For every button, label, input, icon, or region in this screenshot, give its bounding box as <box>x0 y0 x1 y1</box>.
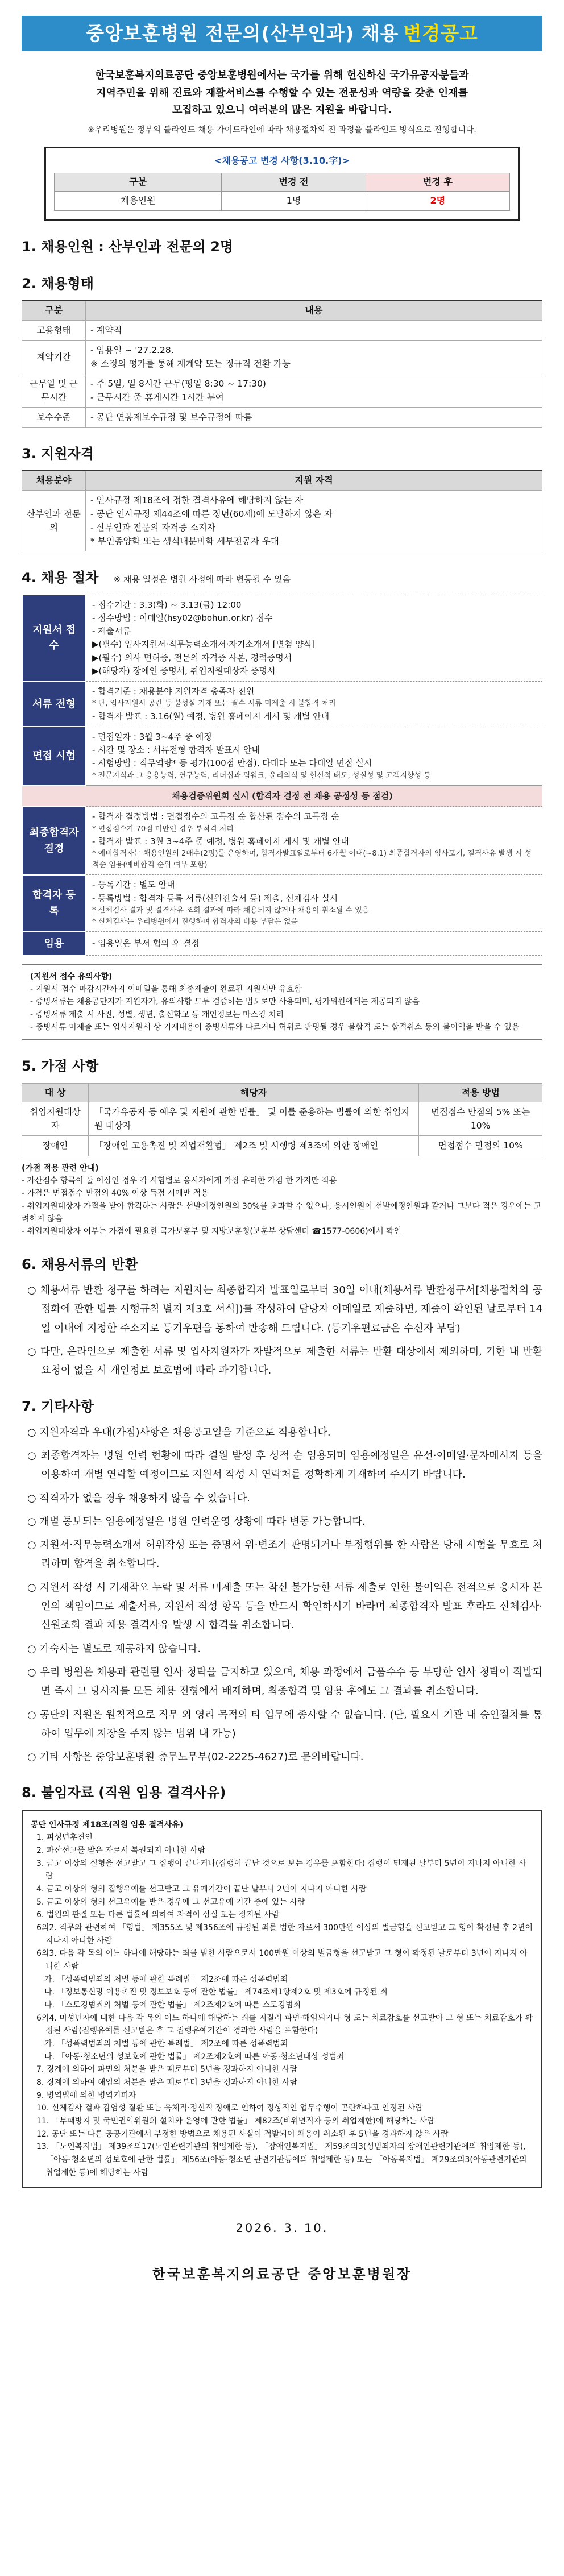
change-notice-title: <채용공고 변경 사항(3.10.字)> <box>214 155 350 167</box>
table-header: 구분 <box>22 301 86 320</box>
disqualification-item: 6. 법원의 판결 또는 다른 법률에 의하여 자격이 상실 또는 정지된 사람 <box>36 1910 280 1920</box>
disqualification-item: 9. 병역법에 의한 병역기피자 <box>36 2090 136 2100</box>
change-notice-box <box>44 147 520 220</box>
etc-paragraph: ○ 개별 통보되는 임용예정일은 병원 인력운영 상황에 따라 변동 가능합니다. <box>27 1515 366 1528</box>
section-5-title: 5. 가점 사항 <box>22 1058 99 1075</box>
step-line: * 예비합격자는 채용인원의 2배수(2명)를 운영하며, 합격자발표일로부터 6개월 이내(~8.1) 최종합격자의 임사포기, 결격사유 발생 시 성적순 임용(예비합격 순위 여부 포함) <box>92 849 532 870</box>
section-1-title: 1. 채용인원 : 산부인과 전문의 2명 <box>22 238 234 255</box>
etc-paragraph: ○ 최종합격자는 병원 인력 현황에 따라 결원 발생 후 성적 순 임용되며 임용예정일은 유선·이메일·문자메시지 등을 이용하여 개별 연락할 예정이므로 지원서 작성 시 연락처를 정확하게 기재하여 주시기 바랍니다. <box>27 1450 542 1481</box>
row-text: - 공단 연봉제보수규정 및 보수규정에 따름 <box>90 412 252 422</box>
disqualification-item: 12. 공단 또는 다른 공공기관에서 부정한 방법으로 채용된 사실이 적발되어 채용이 취소된 후 5년을 경과하지 않은 사람 <box>36 2129 449 2139</box>
change-table <box>54 173 510 211</box>
page-title: 중앙보훈병원 전문의(산부인과) 채용 <box>86 22 399 45</box>
table-header: 내용 <box>86 301 542 320</box>
table-cell: 「국가유공자 등 예우 및 지원에 관한 법률」 및 이를 준용하는 법률에 의한 취업지원 대상자 <box>88 1102 418 1136</box>
step-line: * 전문지식과 그 응용능력, 연구능력, 리더십과 팀워크, 윤리의식 및 헌신적 태도, 성실성 및 고객지향성 등 <box>92 771 431 780</box>
return-paragraph: ○ 채용서류 반환 청구를 하려는 지원자는 최종합격자 발표일로부터 30일 이내(채용서류 반환청구서[채용절차의 공정화에 관한 법률 시행규칙 별지 제3호 서식])를 작성하여 담당자 이메일로 제출하면, 제출이 확인된 날로부터 14일 이내에 지정한 주소지로 등기우편을 통하여 반송해 드립니다. (등기우편료금은 수신자 부담) <box>27 1284 542 1334</box>
disqualification-item: 2. 파산선고를 받은 자로서 복권되지 아니한 사람 <box>36 1845 206 1855</box>
table-header: 대 상 <box>22 1083 89 1102</box>
section-2-title: 2. 채용형태 <box>22 275 94 292</box>
notes-line: - 지원서 접수 마감시간까지 이메일을 통해 최종제출이 완료된 지원서만 유효함 <box>30 984 302 994</box>
change-cell-after: 2명 <box>366 191 509 210</box>
disqualification-item: 5. 금고 이상의 형의 선고유예를 받은 경우에 그 선고유예 기간 중에 있는 사람 <box>36 1897 305 1907</box>
intro-line: 지역주민을 위해 진료와 재활서비스를 수행할 수 있는 전문성과 역량을 갖춘 인재를 <box>96 86 468 99</box>
step-line: - 임용일은 부서 협의 후 결정 <box>92 938 200 948</box>
preference-note: - 가산점수 항목이 둘 이상인 경우 각 시험별로 응시자에게 가장 유리한 가점 한 가지만 적용 <box>22 1176 337 1185</box>
step-label: 면접 시험 <box>22 727 86 785</box>
procedure-step <box>22 807 542 875</box>
change-header-category: 구분 <box>55 173 222 192</box>
step-line: - 합격기준 : 채용분야 지원자격 충족자 전원 <box>92 686 255 697</box>
disqualification-item: 가. 「성폭력범죄의 처벌 등에 관한 특례법」 제2조에 따른 성폭력범죄 <box>44 1974 288 1984</box>
etc-paragraph: ○ 지원서·직무능력소개서 허위작성 또는 증명서 위·변조가 판명되거나 부정행위를 한 사람은 당해 시험을 무효로 처리하며 합격을 취소합니다. <box>27 1539 542 1570</box>
step-label: 지원서 접수 <box>22 595 86 682</box>
table-row <box>22 374 542 407</box>
step-line: - 시험방법 : 직무역량* 등 평가(100점 만점), 다대다 또는 다대일 면접 실시 <box>92 758 372 769</box>
disqualification-item: 6의4. 미성년자에 대한 다음 각 목의 어느 하나에 해당하는 죄를 저질러 파면·해임되거나 형 또는 치료감호를 선고받아 그 형 또는 치료감호가 확정된 사람(집행유예를 선고받은 후 그 집행유예기간이 경과한 사람을 포함한다) <box>36 2013 533 2036</box>
table-row <box>22 320 542 340</box>
step-line: ▶(필수) 의사 면허증, 전문의 자격증 사본, 경력증명서 <box>92 652 292 663</box>
step-line: * 신체검사는 우리병원에서 진행하며 합격자의 비용 부담은 없음 <box>92 917 298 926</box>
qualification-line: - 공단 인사규정 제44조에 따른 정년(60세)에 도달하지 않은 자 <box>90 508 333 519</box>
row-text: - 근무시간 중 휴게시간 1시간 부여 <box>90 392 224 403</box>
title-banner <box>22 16 542 51</box>
step-line: - 시간 및 장소 : 서류전형 합격자 발표시 안내 <box>92 745 260 756</box>
table-cell: 면접점수 만점의 10% <box>419 1136 542 1156</box>
disqualification-header: 공단 인사규정 제18조(직원 임용 결격사유) <box>31 1820 184 1830</box>
disqualification-item: 13. 「노인복지법」 제39조의17(노인관련기관의 취업제한 등), 「장애인복지법」 제59조의3(성범죄자의 장애인관련기관에의 취업제한 등), 「아동·청소년의 성보호에 관한 법률」 제56조(아동·청소년 관련기관등에의 취업제한 등) 또는 「아동복지법」 제29조의3(아동관련기관의 취업제한 등)에 해당하는 사람 <box>36 2142 527 2177</box>
step-line: - 등록기간 : 별도 안내 <box>92 880 175 890</box>
intro-text <box>22 67 542 119</box>
employment-type-table <box>22 300 542 428</box>
preference-notes <box>22 1162 542 1238</box>
step-line: - 면접일자 : 3월 3~4주 중 예정 <box>92 731 212 742</box>
step-line: * 단, 입사지원서 공란 등 불성실 기재 또는 필수 서류 미제출 시 불합격 처리 <box>92 699 336 708</box>
disqualification-item: 7. 징계에 의하여 파면의 처분을 받은 때로부터 5년을 경과하지 아니한 사람 <box>36 2065 297 2075</box>
step-line: ▶(필수) 입사지원서·직무능력소개서·자기소개서 [별첨 양식] <box>92 639 316 650</box>
notice-date: 2026. 3. 10. <box>235 2221 329 2235</box>
committee-bar: 채용검증위원회 실시 (합격자 결정 전 채용 공정성 등 점검) <box>22 786 542 807</box>
table-header: 채용분야 <box>22 471 86 490</box>
title-highlight: 변경공고 <box>403 22 478 45</box>
procedure-table <box>22 594 542 956</box>
disqualification-item: 3. 금고 이상의 실형을 선고받고 그 집행이 끝나거나(집행이 끝난 것으로 보는 경우를 포함한다) 집행이 면제된 날부터 5년이 지나지 아니한 사람 <box>36 1859 526 1881</box>
row-text: - 주 5일, 일 8시간 근무(평일 8:30 ~ 17:30) <box>90 378 266 389</box>
section-3-title: 3. 지원자격 <box>22 445 94 462</box>
procedure-step <box>22 875 542 932</box>
step-line: * 신체검사 결과 및 결격사유 조회 결과에 따라 채용되지 않거나 채용이 취소될 수 있음 <box>92 906 370 915</box>
table-row <box>22 490 542 551</box>
disqualification-item: 6의2. 직무와 관련하여 「형법」 제355조 및 제356조에 규정된 죄를 범한 자로서 300만원 이상의 벌금형을 선고받고 그 형이 확정된 후 2년이 지나지 아니한 사람 <box>36 1923 533 1946</box>
row-label: 근무일 및 근무시간 <box>22 374 86 407</box>
disqualification-item: 나. 「아동·청소년의 성보호에 관한 법률」 제2조제2호에 따른 아동·청소년대상 성범죄 <box>44 2052 345 2061</box>
schedule-note: ※ 채용 일정은 병원 사정에 따라 변동될 수 있음 <box>113 574 291 584</box>
etc-paragraph: ○ 우리 병원은 채용과 관련된 인사 청탁을 금지하고 있으며, 채용 과정에서 금품수수 등 부당한 인사 청탁이 적발되면 즉시 그 당사자를 모든 채용 전형에서 배제하며, 최종합격 및 임용 후에도 그 결과를 취소합니다. <box>27 1666 542 1698</box>
etc-paragraph: ○ 공단의 직원은 원칙적으로 직무 외 영리 목적의 타 업무에 종사할 수 없습니다. (단, 필요시 기관 내 승인절차를 통하여 업무에 지장을 주지 않는 범위 내 가능) <box>27 1708 542 1740</box>
change-header-after: 변경 후 <box>366 173 509 192</box>
step-line: - 접수기간 : 3.3(화) ~ 3.13(금) 12:00 <box>92 599 242 610</box>
disqualification-item: 1. 피성년후견인 <box>36 1833 93 1843</box>
row-text: - 임용일 ~ '27.2.28. <box>90 345 174 355</box>
row-label: 보수수준 <box>22 407 86 427</box>
step-line: - 합격자 발표 : 3월 3~4주 중 예정, 병원 홈페이지 게시 및 개별 안내 <box>92 836 349 847</box>
table-cell: 취업지원대상자 <box>22 1102 89 1136</box>
procedure-step <box>22 932 542 956</box>
step-label: 임용 <box>22 932 86 956</box>
step-label: 최종합격자 결정 <box>22 807 86 875</box>
qualification-line: - 인사규정 제18조에 정한 결격사유에 해당하지 않는 자 <box>90 495 304 505</box>
notes-line: - 증빙서류는 채용공단지가 지원자가, 유의사항 모두 검증하는 범도로만 사용되며, 평가위원에게는 제공되지 않음 <box>30 997 420 1007</box>
change-cell-before: 1명 <box>222 191 366 210</box>
row-label: 계약기간 <box>22 340 86 374</box>
step-line: - 등록방법 : 합격자 등록 서류(신원진술서 등) 제출, 신체검사 실시 <box>92 893 338 903</box>
table-row <box>22 1102 542 1136</box>
change-cell-category: 채용인원 <box>55 191 222 210</box>
preference-table <box>22 1083 542 1156</box>
preference-note: - 취업지원대상자 여부는 가점에 필요한 국가보훈부 및 지방보훈청(보훈부 상담센터 ☎1577-0606)에서 확인 <box>22 1227 402 1237</box>
step-label: 서류 전형 <box>22 682 86 727</box>
table-cell: 장애인 <box>22 1136 89 1156</box>
table-cell: 면접점수 만점의 5% 또는 10% <box>419 1102 542 1136</box>
preference-note: - 가점은 면접점수 만점의 40% 이상 득점 시에만 적용 <box>22 1189 209 1198</box>
step-line: - 합격자 발표 : 3.16(월) 예정, 병원 홈페이지 게시 및 개별 안내 <box>92 711 330 721</box>
disqualification-item: 4. 금고 이상의 형의 집행유예를 선고받고 그 유예기간이 끝난 날부터 2년이 지나지 아니한 사람 <box>36 1885 367 1894</box>
procedure-step <box>22 727 542 785</box>
notes-line: - 증빙서류 미제출 또는 입사지원서 상 기재내용이 증빙서류와 다르거나 허위로 판명될 경우 불합격 또는 합격취소 등의 불이익을 받을 수 있음 <box>30 1023 520 1032</box>
table-cell: 「장애인 고용촉진 및 직업재활법」 제2조 및 시행령 제3조에 의한 장애인 <box>88 1136 418 1156</box>
section-8-title: 8. 붙임자료 (직원 임용 결격사유) <box>22 1785 226 1801</box>
table-header: 적용 방법 <box>419 1083 542 1102</box>
step-line: - 합격자 결정방법 : 면접점수의 고득점 순 합산된 점수의 고득점 순 <box>92 811 339 822</box>
change-header-before: 변경 전 <box>222 173 366 192</box>
row-text: - 계약직 <box>90 325 122 335</box>
section-4-title <box>22 567 542 588</box>
step-label: 합격자 등록 <box>22 875 86 932</box>
qualification-table <box>22 470 542 551</box>
issuer-signature: 한국보훈복지의료공단 중앙보훈병원장 <box>152 2266 412 2282</box>
disqualification-item: 가. 「성폭력범죄의 처벌 등에 관한 특례법」 제2조에 따른 성폭력범죄 <box>44 2039 288 2049</box>
etc-paragraph: ○ 지원자격과 우대(가점)사항은 채용공고일을 기준으로 적용합니다. <box>27 1426 331 1438</box>
blind-hiring-note: ※우리병원은 정부의 블라인드 채용 가이드라인에 따라 채용절차의 전 과정을 블라인드 방식으로 진행합니다. <box>88 125 476 135</box>
etc-paragraph: ○ 가숙사는 별도로 제공하지 않습니다. <box>27 1642 201 1655</box>
step-line: - 접수방법 : 이메일(hsy02@bohun.or.kr) 접수 <box>92 612 273 623</box>
procedure-step <box>22 682 542 727</box>
notes-line: - 증빙서류 제출 시 사진, 성별, 생년, 출신학교 등 개인정보는 마스킹 처리 <box>30 1010 284 1019</box>
table-row <box>22 1136 542 1156</box>
table-row <box>22 407 542 427</box>
disqualification-item: 6의3. 다음 각 목의 어느 하나에 해당하는 죄를 범한 사람으로서 100만원 이상의 벌금형을 선고받고 그 형이 확정된 날로부터 3년이 지나지 아니한 사람 <box>36 1949 528 1972</box>
section-4-heading: 4. 채용 절차 <box>22 569 99 586</box>
return-paragraph: ○ 다만, 온라인으로 제출한 서류 및 입사지원자가 자발적으로 제출한 서류는 반환 대상에서 제외하며, 기한 내 반환요청이 없을 시 개인정보 보호법에 따라 파기합니다. <box>27 1345 542 1377</box>
qualification-line: - 산부인과 전문의 자격증 소지자 <box>90 522 215 533</box>
application-notes-box <box>22 964 542 1040</box>
section-6-title: 6. 채용서류의 반환 <box>22 1256 138 1272</box>
step-line: - 제출서류 <box>92 626 131 637</box>
etc-paragraph: ○ 지원서 작성 시 기재착오 누락 및 서류 미제출 또는 착신 불가능한 서류 제출로 인한 불이익은 전적으로 응시자 본인의 책임이므로 제출서류, 지원서 작성 항목 등을 반드시 확인하시기 바라며 최종합격자 발표 후라도 신체검사·신원조회 결과 채용 결격사유 발생 시 합격을 취소합니다. <box>27 1581 542 1632</box>
step-line: ▶(해당자) 장애인 증명서, 취업지원대상자 증명서 <box>92 665 276 676</box>
preference-note: - 취업지원대상자 가점을 받아 합격하는 사람은 선발예정인원의 30%를 초과할 수 없으나, 응시인원이 선발예정인원과 같거나 그보다 적은 경우에는 고려하지 않음 <box>22 1201 542 1224</box>
intro-line: 한국보훈복지의료공단 중앙보훈병원에서는 국가를 위해 헌신하신 국가유공자분들과 <box>95 69 469 81</box>
table-row <box>22 340 542 374</box>
procedure-step <box>22 595 542 682</box>
table-header: 해당자 <box>88 1083 418 1102</box>
disqualification-item: 다. 「스토킹범죄의 처벌 등에 관한 법률」 제2조제2호에 따른 스토킹범죄 <box>44 2001 301 2010</box>
disqualification-item: 10. 신체검사 결과 감염성 질환 또는 육체적·정신적 장애로 인하여 정상적인 업무수행이 곤란하다고 인정된 사람 <box>36 2104 423 2113</box>
row-label: 고용형태 <box>22 320 86 340</box>
disqualification-item: 11. 「부패방지 및 국민권익위원회 설치와 운영에 관한 법률」 제82조(비위면직자 등의 취업제한)에 해당하는 사람 <box>36 2117 435 2126</box>
notes-title: (지원서 접수 유의사항) <box>30 972 113 981</box>
intro-line: 모집하고 있으니 여러분의 많은 지원을 바랍니다. <box>172 104 392 117</box>
disqualification-item: 나. 「정보통신망 이용촉진 및 정보보호 등에 관한 법률」 제74조제1항제2호 및 제3호에 규정된 죄 <box>44 1988 388 1997</box>
disqualification-box <box>22 1810 542 2189</box>
section-7-title: 7. 기타사항 <box>22 1398 94 1414</box>
row-text: ※ 소정의 평가를 통해 재계약 또는 정규직 전환 가능 <box>90 358 291 369</box>
step-line: * 면접점수가 70점 미만인 경우 부적격 처리 <box>92 824 234 833</box>
table-header: 지원 자격 <box>86 471 542 490</box>
disqualification-item: 8. 징계에 의하여 해임의 처분을 받은 때로부터 3년을 경과하지 아니한 사람 <box>36 2078 297 2088</box>
qualification-line: * 부인종양학 또는 생식내분비학 세부전공자 우대 <box>90 536 279 546</box>
etc-paragraph: ○ 기타 사항은 중앙보훈병원 총무노무부(02-2225-4627)로 문의바랍니다. <box>27 1751 364 1764</box>
field-label: 산부인과 전문의 <box>22 490 86 551</box>
preference-note: (가점 적용 관련 안내) <box>22 1163 99 1173</box>
etc-paragraph: ○ 적격자가 없을 경우 채용하지 않을 수 있습니다. <box>27 1492 250 1504</box>
